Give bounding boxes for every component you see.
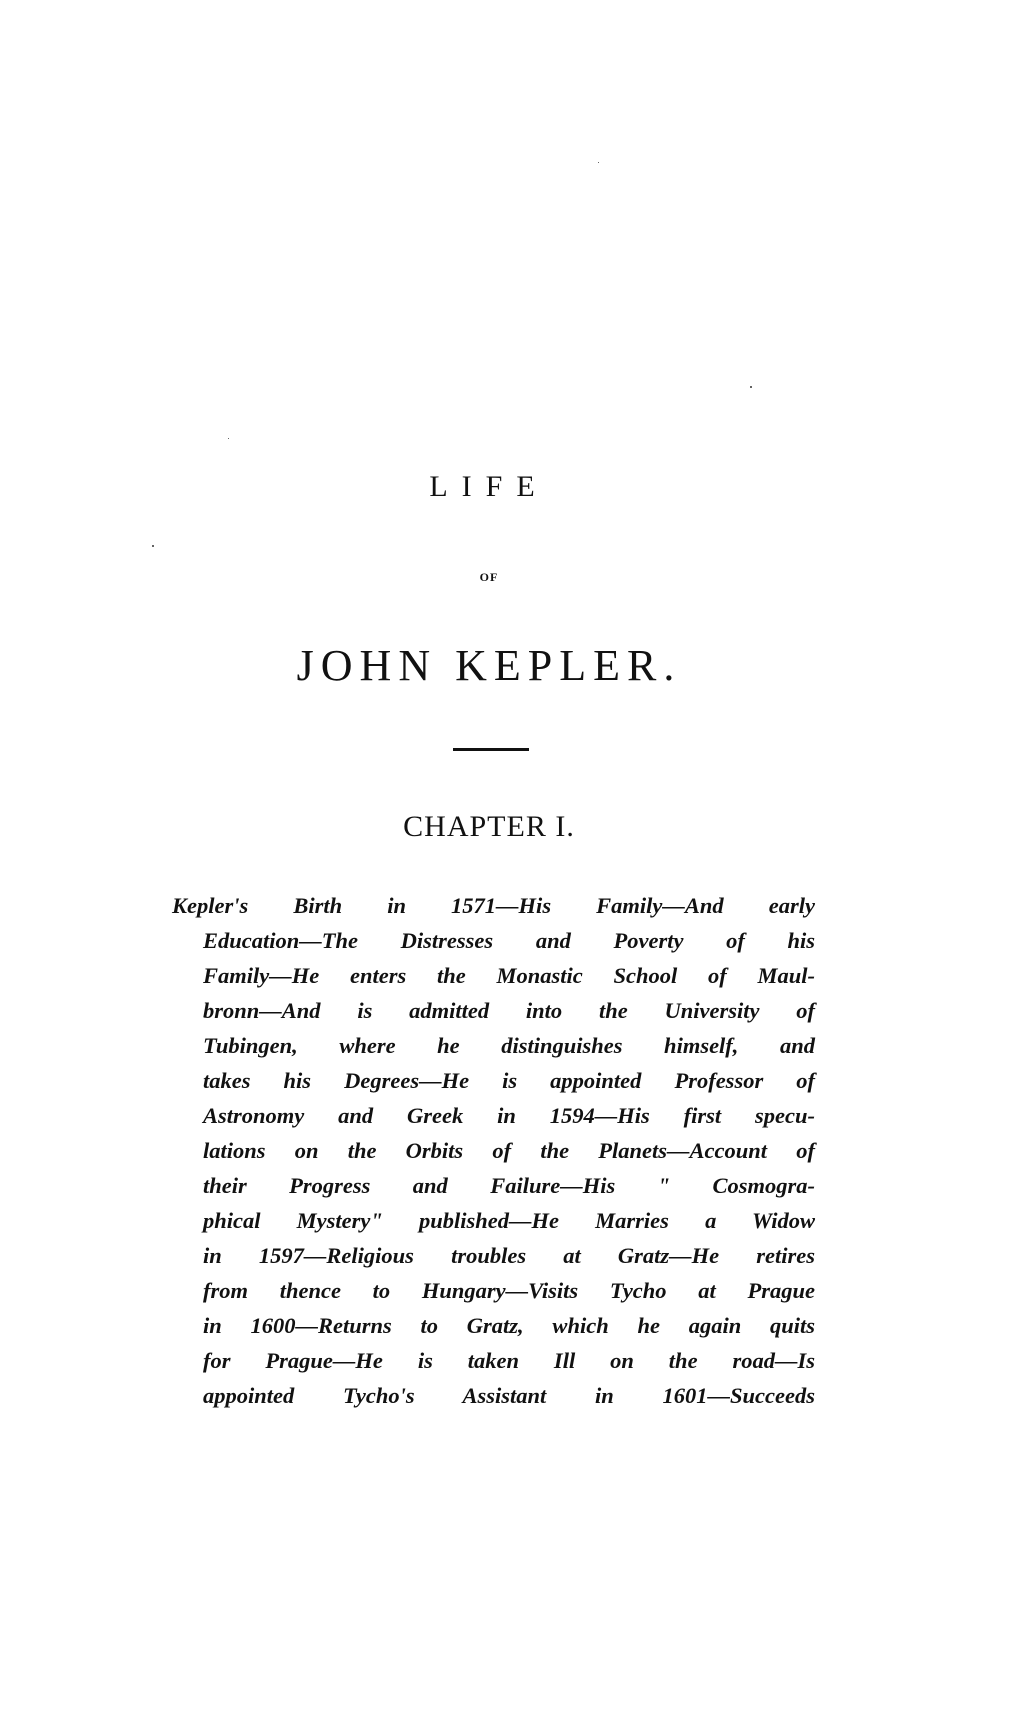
scan-speck <box>152 545 154 547</box>
scan-speck <box>228 438 229 439</box>
title-name: JOHN KEPLER. <box>296 641 682 690</box>
title-of: OF <box>479 570 499 584</box>
synopsis-line: appointed Tycho's Assistant in 1601—Succeeds <box>203 1383 815 1408</box>
synopsis-line: lations on the Orbits of the Planets—Account of <box>203 1138 815 1163</box>
synopsis-line: Education—The Distresses and Poverty of his <box>203 928 815 953</box>
title-rule <box>453 748 529 751</box>
title-life: LIFE <box>429 470 549 503</box>
synopsis-line: Tubingen, where he distinguishes himself, and <box>203 1033 815 1058</box>
synopsis-line: from thence to Hungary—Visits Tycho at Prague <box>203 1278 815 1303</box>
synopsis-line: bronn—And is admitted into the University of <box>203 998 815 1023</box>
synopsis-line: phical Mystery" published—He Marries a Widow <box>203 1208 815 1233</box>
synopsis-line: for Prague—He is taken Ill on the road—Is <box>203 1348 815 1373</box>
synopsis-line: takes his Degrees—He is appointed Professor of <box>203 1068 815 1093</box>
synopsis-line: Kepler's Birth in 1571—His Family—And early <box>172 893 815 918</box>
synopsis-line: their Progress and Failure—His " Cosmogra- <box>203 1173 815 1198</box>
synopsis-line: Astronomy and Greek in 1594—His first specu- <box>203 1103 815 1128</box>
synopsis-line: in 1600—Returns to Gratz, which he again quits <box>203 1313 815 1338</box>
scan-speck <box>598 162 599 163</box>
chapter-heading: CHAPTER I. <box>403 810 575 843</box>
synopsis-line: Family—He enters the Monastic School of Maul- <box>203 963 815 988</box>
scan-speck <box>750 386 752 388</box>
synopsis-line: in 1597—Religious troubles at Gratz—He retires <box>203 1243 815 1268</box>
